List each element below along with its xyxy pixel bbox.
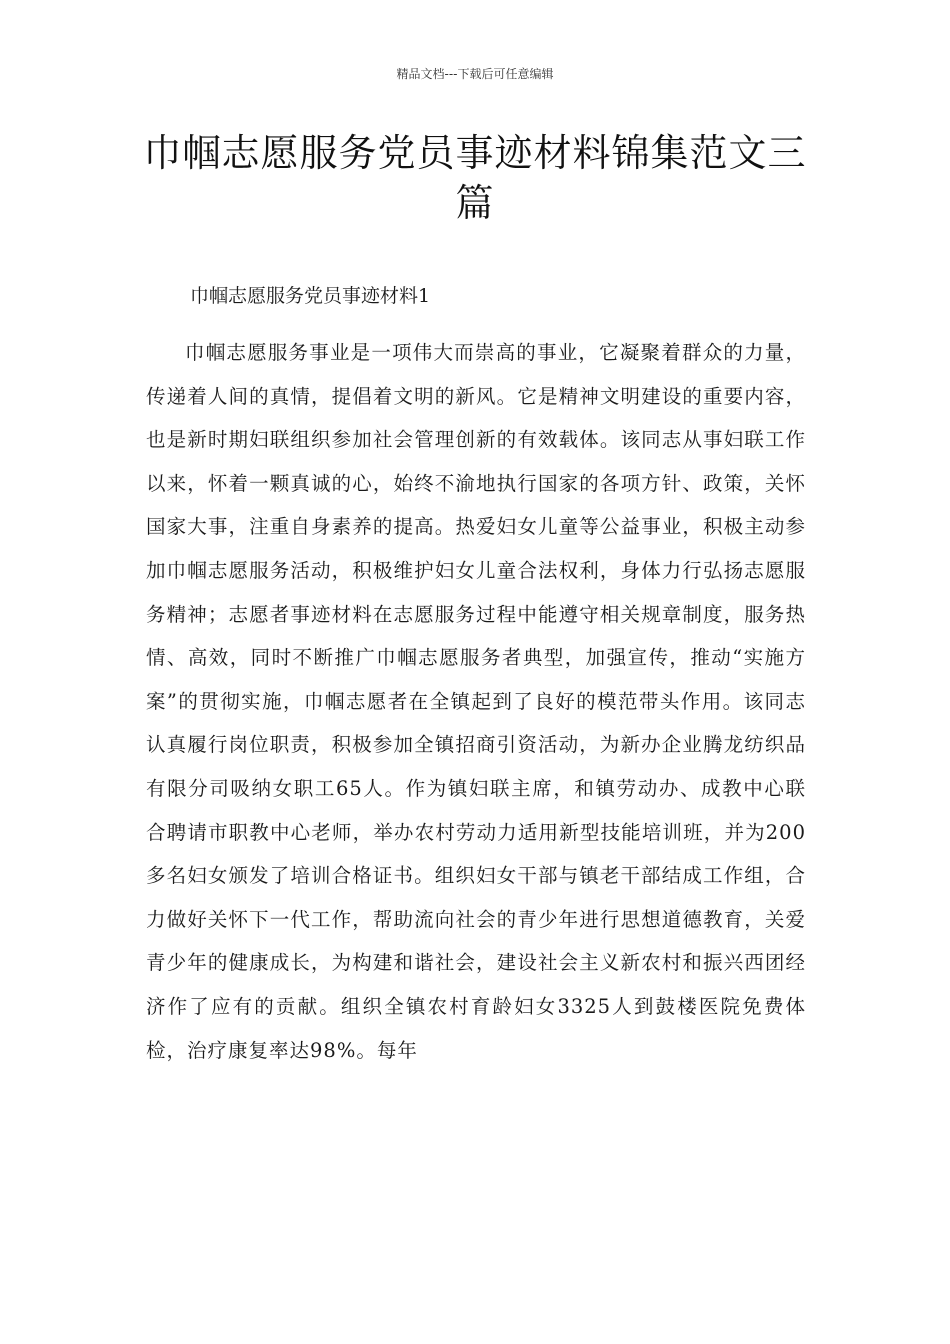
header-note: 精品文档---下载后可任意编辑 — [396, 67, 554, 81]
section-heading: 巾帼志愿服务党员事迹材料1 — [190, 285, 431, 307]
document-title: 巾帼志愿服务党员事迹材料锦集范文三篇 — [143, 131, 807, 225]
body-paragraph: 巾帼志愿服务事业是一项伟大而崇高的事业，它凝聚着群众的力量，传递着人间的真情，提倡着文明的新风。它是精神文明建设的重要内容，也是新时期妇联组织参加社会管理创新的有效载体。该同志从事妇联工作以来，怀着一颗真诚的心，始终不渝地执行国家的各项方针、政策，关怀国家大事，注重自身素养的提高。热爱妇女儿童等公益事业，积极主动参加巾帼志愿服务活动，积极维护妇女儿童合法权利，身体力行弘扬志愿服务精神；志愿者事迹材料在志愿服务过程中能遵守相关规章制度，服务热情、高效，同时不断推广巾帼志愿服务者典型，加强宣传，推动“实施方案”的贯彻实施，巾帼志愿者在全镇起到了良好的模范带头作用。该同志认真履行岗位职责，积极参加全镇招商引资活动，为新办企业腾龙纺织品有限分司吸纳女职工65人。作为镇妇联主席，和镇劳动办、成教中心联合聘请市职教中心老师，举办农村劳动力适用新型技能培训班，并为200多名妇女颁发了培训合格证书。组织妇女干部与镇老干部结成工作组，合力做好关怀下一代工作，帮助流向社会的青少年进行思想道德教育，关爱青少年的健康成长，为构建和谐社会，建设社会主义新农村和振兴西团经济作了应有的贡献。组织全镇农村育龄妇女3325人到鼓楼医院免费体检，治疗康复率达98%。每年 — [146, 341, 806, 1062]
